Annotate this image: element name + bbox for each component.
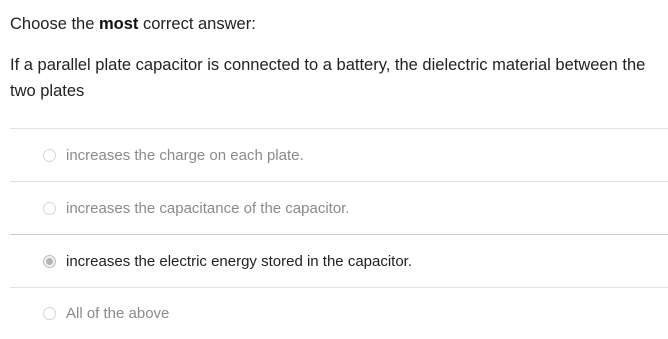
answer-option-1[interactable] bbox=[10, 128, 668, 181]
answer-option-3[interactable] bbox=[10, 234, 668, 287]
answer-option-label: increases the capacitance of the capacitor. bbox=[66, 199, 350, 217]
answer-option-label: All of the above bbox=[66, 305, 170, 322]
question-text: If a parallel plate capacitor is connected to a battery, the dielectric material between the two plates bbox=[10, 56, 646, 100]
instruction-prefix: Choose the bbox=[10, 15, 99, 33]
radio-button-icon[interactable] bbox=[43, 202, 56, 215]
radio-button-icon[interactable] bbox=[43, 149, 56, 162]
radio-button-icon[interactable] bbox=[43, 307, 56, 320]
instruction-emphasis: most bbox=[98, 15, 139, 33]
instruction-suffix: correct answer: bbox=[138, 15, 256, 33]
answer-options bbox=[10, 128, 668, 339]
answer-option-4[interactable] bbox=[10, 287, 668, 339]
radio-button-selected-icon[interactable] bbox=[43, 255, 56, 268]
instruction-text bbox=[10, 14, 256, 34]
answer-option-2[interactable] bbox=[10, 181, 668, 234]
answer-option-label: increases the charge on each plate. bbox=[66, 146, 304, 164]
answer-option-label: increases the electric energy stored in the capacitor. bbox=[66, 252, 413, 270]
